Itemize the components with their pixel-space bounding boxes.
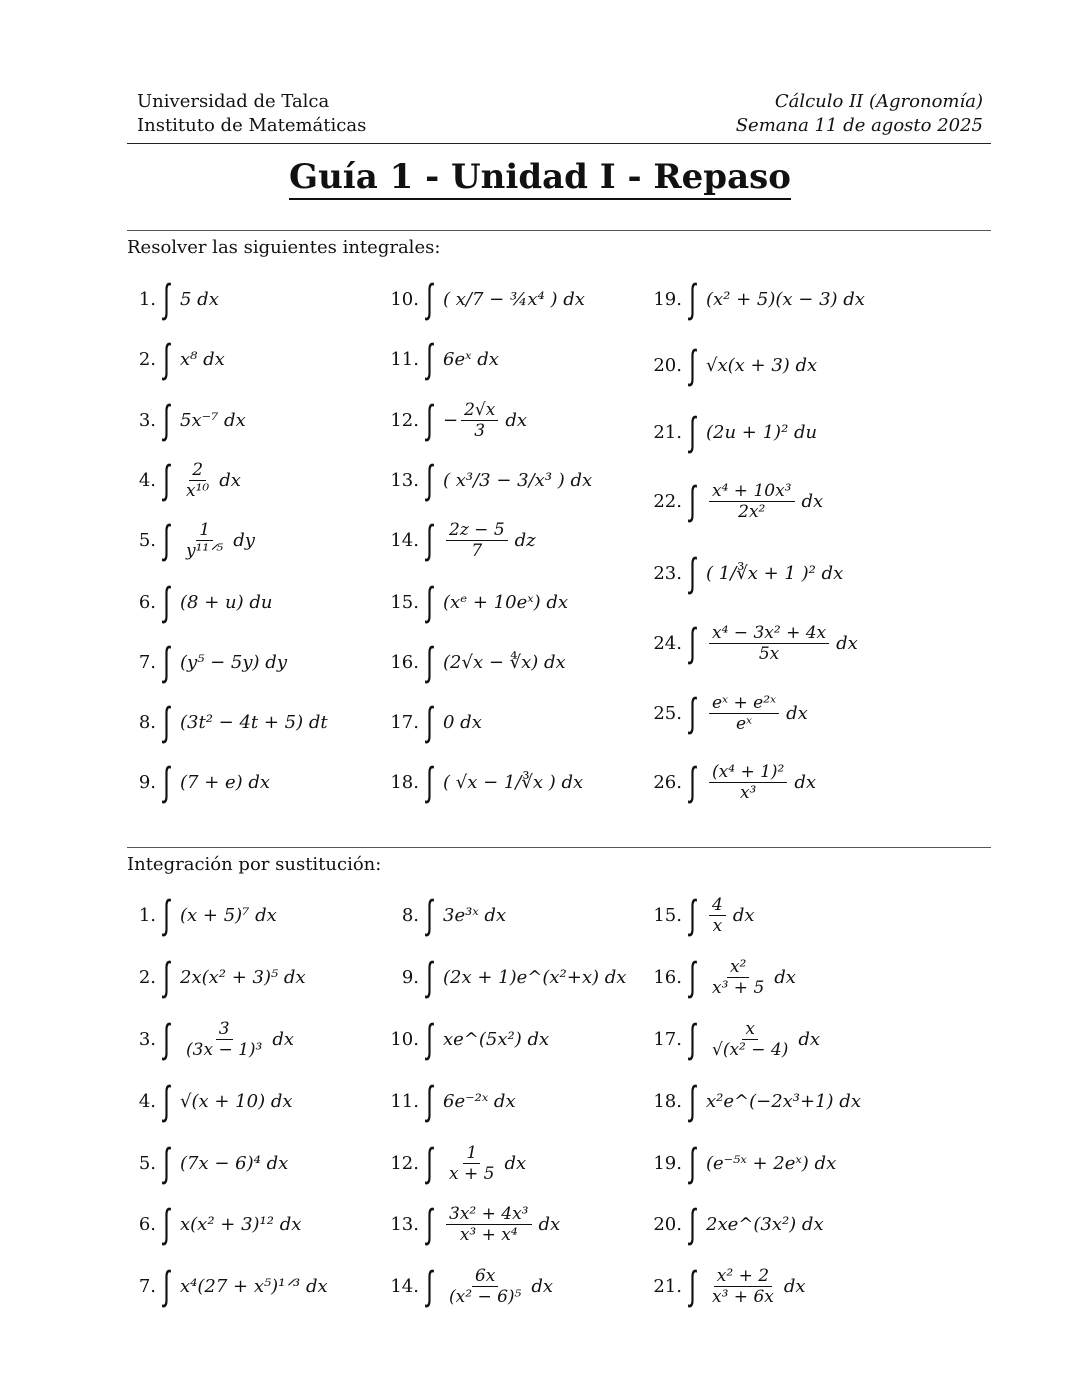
fraction (709, 1266, 777, 1307)
integrand (706, 563, 843, 584)
integrand (180, 520, 255, 561)
integrand (180, 712, 328, 733)
section-divider (127, 847, 991, 848)
integral-sign-icon: ∫ (689, 1016, 696, 1062)
exercise-item (638, 404, 817, 460)
integral-sign-icon: ∫ (426, 276, 433, 322)
exercise-item (112, 694, 328, 750)
integrand-text: xe^(5x²) dx (443, 1028, 550, 1050)
exercise-number: 8. (401, 904, 419, 926)
integral-sign-icon: ∫ (163, 1078, 170, 1124)
integrand (180, 349, 225, 370)
integrand (443, 1143, 526, 1184)
header-rule (127, 143, 991, 144)
differential: dx (783, 1275, 806, 1297)
fraction (709, 481, 795, 522)
exercise-item (375, 949, 626, 1005)
integral-sign-icon: ∫ (163, 457, 170, 503)
fraction (709, 693, 779, 734)
integrand (180, 967, 306, 988)
integrand-text: √x(x + 3) dx (706, 354, 818, 376)
exercise-number: 22. (653, 490, 682, 512)
integrand-text: x(x² + 3)¹² dx (180, 1213, 302, 1235)
exercise-item (375, 452, 592, 508)
integrand-text: 5 dx (180, 288, 219, 310)
exercise-item (112, 1011, 294, 1067)
fraction-numerator: x² (727, 957, 749, 978)
exercise-number: 12. (390, 1152, 419, 1174)
integrand (443, 470, 592, 491)
differential: dx (505, 409, 528, 431)
exercise-number: 7. (138, 1275, 156, 1297)
integral-sign-icon: ∫ (689, 759, 696, 805)
integrand-text: x⁸ dx (180, 348, 225, 370)
integrand-text: (2√x − ∜x) dx (443, 651, 566, 673)
fraction-denominator: eˣ (735, 713, 753, 734)
integrand-text: (x + 5)⁷ dx (180, 904, 277, 926)
fraction-denominator: x + 5 (449, 1163, 495, 1184)
exercise-item (638, 754, 816, 810)
integrand (180, 905, 277, 926)
exercise-number: 2. (138, 348, 156, 370)
integrand (443, 712, 482, 733)
exercise-number: 18. (390, 771, 419, 793)
integral-sign-icon: ∫ (689, 550, 696, 596)
integral-sign-icon: ∫ (689, 276, 696, 322)
institute-name: Instituto de Matemáticas (137, 115, 367, 136)
integral-sign-icon: ∫ (163, 759, 170, 805)
integral-sign-icon: ∫ (689, 690, 696, 736)
integrand (443, 652, 566, 673)
integrand (180, 410, 246, 431)
fraction (446, 1266, 524, 1307)
integral-sign-icon: ∫ (163, 336, 170, 382)
exercise-item (112, 754, 270, 810)
integrand (706, 1266, 806, 1307)
fraction (709, 895, 726, 936)
exercise-number: 16. (390, 651, 419, 673)
exercise-number: 1. (138, 288, 156, 310)
integrand (443, 349, 499, 370)
fraction-numerator: 3x² + 4x³ (446, 1204, 532, 1225)
fraction (183, 520, 226, 561)
integrand-text: (7 + e) dx (180, 771, 271, 793)
integral-sign-icon: ∫ (689, 1078, 696, 1124)
integrand-text: 6e⁻²ˣ dx (443, 1090, 516, 1112)
exercise-number: 11. (390, 348, 419, 370)
exercise-item (375, 634, 566, 690)
integral-sign-icon: ∫ (689, 409, 696, 455)
fraction-numerator: 2√x (461, 400, 498, 421)
exercise-number: 17. (653, 1028, 682, 1050)
exercise-number: 21. (653, 1275, 682, 1297)
fraction-numerator: x² + 2 (714, 1266, 772, 1287)
fraction-numerator: 1 (463, 1143, 480, 1164)
exercise-item (375, 392, 527, 448)
fraction-numerator: 1 (196, 520, 213, 541)
integrand (180, 1214, 301, 1235)
integral-sign-icon: ∫ (426, 639, 433, 685)
integrand (443, 289, 585, 310)
exercise-number: 7. (138, 651, 156, 673)
integral-sign-icon: ∫ (163, 699, 170, 745)
exercise-number: 11. (390, 1090, 419, 1112)
exercise-item (112, 1135, 288, 1191)
integrand (180, 652, 287, 673)
integrand-text: (2u + 1)² du (706, 421, 818, 443)
exercise-number: 19. (653, 288, 682, 310)
section1-label: Resolver las siguientes integrales: (127, 237, 441, 258)
fraction-denominator: 3 (474, 420, 486, 441)
integrand (706, 481, 823, 522)
fraction (709, 762, 787, 803)
integral-sign-icon: ∫ (426, 579, 433, 625)
integrand (706, 1019, 820, 1060)
integral-sign-icon: ∫ (689, 1201, 696, 1247)
exercise-item (375, 574, 568, 630)
exercise-item (112, 1073, 293, 1129)
integral-sign-icon: ∫ (689, 1263, 696, 1309)
exercise-number: 4. (138, 469, 156, 491)
exercise-item (375, 694, 482, 750)
integrand-text: (xᵉ + 10eˣ) dx (443, 591, 569, 613)
page-title: Guía 1 - Unidad I - Repaso (0, 155, 1080, 199)
fraction-denominator: 5x (758, 643, 780, 664)
exercise-item (638, 615, 858, 671)
integrand-text: √(x + 10) dx (180, 1090, 293, 1112)
integral-sign-icon: ∫ (426, 1140, 433, 1186)
exercise-item (112, 949, 306, 1005)
fraction (446, 1143, 497, 1184)
exercise-number: 6. (138, 1213, 156, 1235)
exercise-item (112, 452, 241, 508)
exercise-item (638, 271, 865, 327)
exercise-number: 23. (653, 562, 682, 584)
exercise-number: 18. (653, 1090, 682, 1112)
fraction-numerator: 2z − 5 (446, 520, 508, 541)
exercise-item (112, 271, 219, 327)
integrand-text: ( x³/3 − 3/x³ ) dx (443, 469, 593, 491)
integrand-text: (x² + 5)(x − 3) dx (706, 288, 865, 310)
week-date: Semana 11 de agosto 2025 (735, 115, 983, 136)
fraction-denominator: x³ (739, 782, 757, 803)
header-left (137, 90, 366, 138)
exercise-number: 20. (653, 354, 682, 376)
exercise-number: 26. (653, 771, 682, 793)
exercise-item (112, 392, 246, 448)
exercise-number: 13. (390, 1213, 419, 1235)
exercise-item (638, 545, 843, 601)
exercise-number: 9. (138, 771, 156, 793)
integral-sign-icon: ∫ (689, 342, 696, 388)
exercise-number: 2. (138, 966, 156, 988)
section-divider (127, 230, 991, 231)
integral-sign-icon: ∫ (163, 1263, 170, 1309)
differential: dx (504, 1152, 527, 1174)
integral-sign-icon: ∫ (163, 579, 170, 625)
exercise-item (375, 512, 536, 568)
exercise-number: 13. (390, 469, 419, 491)
differential: dx (794, 771, 817, 793)
integrand-text: 2xe^(3x²) dx (706, 1213, 824, 1235)
fraction-numerator: (x⁴ + 1)² (709, 762, 787, 783)
exercise-number: 4. (138, 1090, 156, 1112)
integrand-text: x⁴(27 + x⁵)¹ᐟ³ dx (180, 1275, 328, 1297)
integrand-text: 5x⁻⁷ dx (180, 409, 246, 431)
integrand (443, 967, 626, 988)
fraction-numerator: x⁴ + 10x³ (709, 481, 795, 502)
exercise-item (112, 331, 225, 387)
integrand (443, 1091, 516, 1112)
exercise-number: 17. (390, 711, 419, 733)
integral-sign-icon: ∫ (163, 954, 170, 1000)
exercise-number: 10. (390, 288, 419, 310)
integral-sign-icon: ∫ (426, 1201, 433, 1247)
exercise-item (112, 1196, 301, 1252)
exercise-number: 3. (138, 409, 156, 431)
exercise-item (638, 337, 817, 393)
differential: dx (786, 702, 808, 724)
fraction-denominator: (3x − 1)³ (186, 1039, 263, 1060)
fraction (446, 1204, 532, 1245)
fraction (709, 623, 829, 664)
integrand (706, 1214, 824, 1235)
integrand (180, 1019, 294, 1060)
section2-label: Integración por sustitución: (127, 854, 382, 875)
integrand (180, 1091, 293, 1112)
integral-sign-icon: ∫ (163, 639, 170, 685)
exercise-number: 5. (138, 529, 156, 551)
integrand (706, 957, 796, 998)
integral-sign-icon: ∫ (163, 276, 170, 322)
integrand-text: (8 + u) du (180, 591, 273, 613)
header-right (736, 90, 983, 138)
fraction-numerator: eˣ + e²ˣ (709, 693, 779, 714)
integrand (443, 905, 506, 926)
exercise-item (638, 1135, 836, 1191)
fraction-denominator: x¹⁰ (186, 480, 210, 501)
integrand (443, 592, 568, 613)
integral-sign-icon: ∫ (163, 517, 170, 563)
exercise-item (375, 887, 506, 943)
integrand-text: (3t² − 4t + 5) dt (180, 711, 328, 733)
exercise-item (638, 887, 755, 943)
exercise-number: 6. (138, 591, 156, 613)
differential: dx (219, 469, 241, 491)
exercise-item (638, 949, 796, 1005)
integrand (180, 592, 272, 613)
exercise-item (375, 1135, 526, 1191)
differential: dx (538, 1213, 561, 1235)
differential: dx (801, 490, 824, 512)
integrand (443, 1029, 549, 1050)
integral-sign-icon: ∫ (163, 1201, 170, 1247)
differential: dx (732, 904, 755, 926)
integrand (180, 1153, 288, 1174)
integral-sign-icon: ∫ (163, 1140, 170, 1186)
fraction-denominator: (x² − 6)⁵ (449, 1286, 522, 1307)
integrand (180, 772, 270, 793)
differential: dx (272, 1028, 295, 1050)
exercise-number: 14. (390, 529, 419, 551)
fraction-denominator: x³ + 5 (712, 977, 765, 998)
integral-sign-icon: ∫ (426, 954, 433, 1000)
integral-sign-icon: ∫ (689, 1140, 696, 1186)
differential: dz (514, 529, 536, 551)
fraction-denominator: √(x² − 4) (712, 1039, 789, 1060)
fraction-numerator: x⁴ − 3x² + 4x (709, 623, 829, 644)
integral-sign-icon: ∫ (426, 759, 433, 805)
integral-sign-icon: ∫ (426, 1078, 433, 1124)
integral-sign-icon: ∫ (163, 1016, 170, 1062)
exercise-item (375, 1258, 553, 1314)
fraction (183, 1019, 265, 1060)
exercise-item (112, 634, 287, 690)
exercise-number: 16. (653, 966, 682, 988)
integral-sign-icon: ∫ (689, 478, 696, 524)
integrand (706, 762, 816, 803)
exercise-item (638, 1258, 806, 1314)
integrand-text: 2x(x² + 3)⁵ dx (180, 966, 306, 988)
integrand-text: (2x + 1)e^(x²+x) dx (443, 966, 627, 988)
integrand (180, 460, 241, 501)
integrand (443, 1266, 553, 1307)
fraction-numerator: 2 (189, 460, 206, 481)
exercise-item (638, 473, 823, 529)
integrand (443, 772, 583, 793)
exercise-number: 15. (390, 591, 419, 613)
exercise-item (638, 1011, 820, 1067)
differential: dx (798, 1028, 821, 1050)
course-name: Cálculo II (Agronomía) (774, 91, 983, 112)
integrand (706, 1091, 861, 1112)
exercise-number: 21. (653, 421, 682, 443)
integrand (180, 1276, 328, 1297)
fraction (709, 1019, 791, 1060)
integrand (706, 289, 865, 310)
integrand-text: ( √x − 1/∛x ) dx (443, 771, 584, 793)
exercise-number: 12. (390, 409, 419, 431)
fraction-denominator: y¹¹ᐟ⁵ (186, 540, 224, 561)
fraction (446, 520, 508, 561)
integral-sign-icon: ∫ (689, 892, 696, 938)
exercise-number: 24. (653, 632, 682, 654)
exercise-item (375, 271, 585, 327)
exercise-number: 14. (390, 1275, 419, 1297)
fraction-numerator: 6x (472, 1266, 498, 1287)
integrand-text: x²e^(−2x³+1) dx (706, 1090, 861, 1112)
exercise-item (375, 1011, 549, 1067)
integrand-text: 3e³ˣ dx (443, 904, 507, 926)
differential: dx (774, 966, 796, 988)
integrand (706, 422, 817, 443)
fraction-numerator: 4 (709, 895, 726, 916)
integral-sign-icon: ∫ (689, 620, 696, 666)
integral-sign-icon: ∫ (689, 954, 696, 1000)
integrand-text: (7x − 6)⁴ dx (180, 1152, 289, 1174)
integrand-text: 6eˣ dx (443, 348, 499, 370)
fraction (461, 400, 498, 441)
integrand (706, 895, 755, 936)
integrand-prefix: − (443, 409, 459, 431)
exercise-item (638, 1196, 824, 1252)
exercise-number: 15. (653, 904, 682, 926)
exercise-number: 20. (653, 1213, 682, 1235)
exercise-number: 10. (390, 1028, 419, 1050)
exercise-item (375, 754, 583, 810)
integrand-text: (y⁵ − 5y) dy (180, 651, 287, 673)
integral-sign-icon: ∫ (426, 1263, 433, 1309)
fraction-denominator: 7 (471, 540, 483, 561)
integrand-text: 0 dx (443, 711, 482, 733)
exercise-item (375, 1073, 516, 1129)
integral-sign-icon: ∫ (426, 892, 433, 938)
integrand (706, 623, 858, 664)
exercise-item (112, 1258, 328, 1314)
fraction-denominator: 2x² (738, 501, 766, 522)
differential: dy (233, 529, 255, 551)
integrand (443, 400, 527, 441)
exercise-item (112, 512, 255, 568)
integral-sign-icon: ∫ (426, 336, 433, 382)
integral-sign-icon: ∫ (426, 397, 433, 443)
exercise-item (375, 1196, 560, 1252)
exercise-number: 5. (138, 1152, 156, 1174)
exercise-number: 3. (138, 1028, 156, 1050)
exercise-number: 8. (138, 711, 156, 733)
exercise-number: 9. (401, 966, 419, 988)
integral-sign-icon: ∫ (426, 699, 433, 745)
integral-sign-icon: ∫ (426, 517, 433, 563)
fraction-denominator: x³ + x⁴ (459, 1224, 518, 1245)
integrand-text: (e⁻⁵ˣ + 2eˣ) dx (706, 1152, 837, 1174)
differential: dx (531, 1275, 554, 1297)
fraction (183, 460, 212, 501)
integrand (706, 693, 808, 734)
fraction (709, 957, 767, 998)
integral-sign-icon: ∫ (163, 397, 170, 443)
exercise-number: 25. (653, 702, 682, 724)
fraction-denominator: x (712, 915, 723, 936)
integrand (706, 355, 817, 376)
fraction-denominator: x³ + 6x (712, 1286, 774, 1307)
integrand-text: ( x/7 − ¾x⁴ ) dx (443, 288, 585, 310)
integrand (706, 1153, 836, 1174)
fraction-numerator: x (742, 1019, 758, 1040)
exercise-item (112, 574, 272, 630)
integral-sign-icon: ∫ (426, 457, 433, 503)
university-name: Universidad de Talca (137, 91, 330, 112)
exercise-item (375, 331, 499, 387)
integrand (180, 289, 219, 310)
exercise-item (638, 685, 808, 741)
integrand (443, 520, 536, 561)
exercise-item (112, 887, 277, 943)
integrand-text: ( 1/∛x + 1 )² dx (706, 562, 844, 584)
fraction-numerator: 3 (216, 1019, 233, 1040)
exercise-number: 19. (653, 1152, 682, 1174)
integrand (443, 1204, 560, 1245)
integral-sign-icon: ∫ (163, 892, 170, 938)
integral-sign-icon: ∫ (426, 1016, 433, 1062)
differential: dx (836, 632, 858, 654)
exercise-item (638, 1073, 861, 1129)
exercise-number: 1. (138, 904, 156, 926)
